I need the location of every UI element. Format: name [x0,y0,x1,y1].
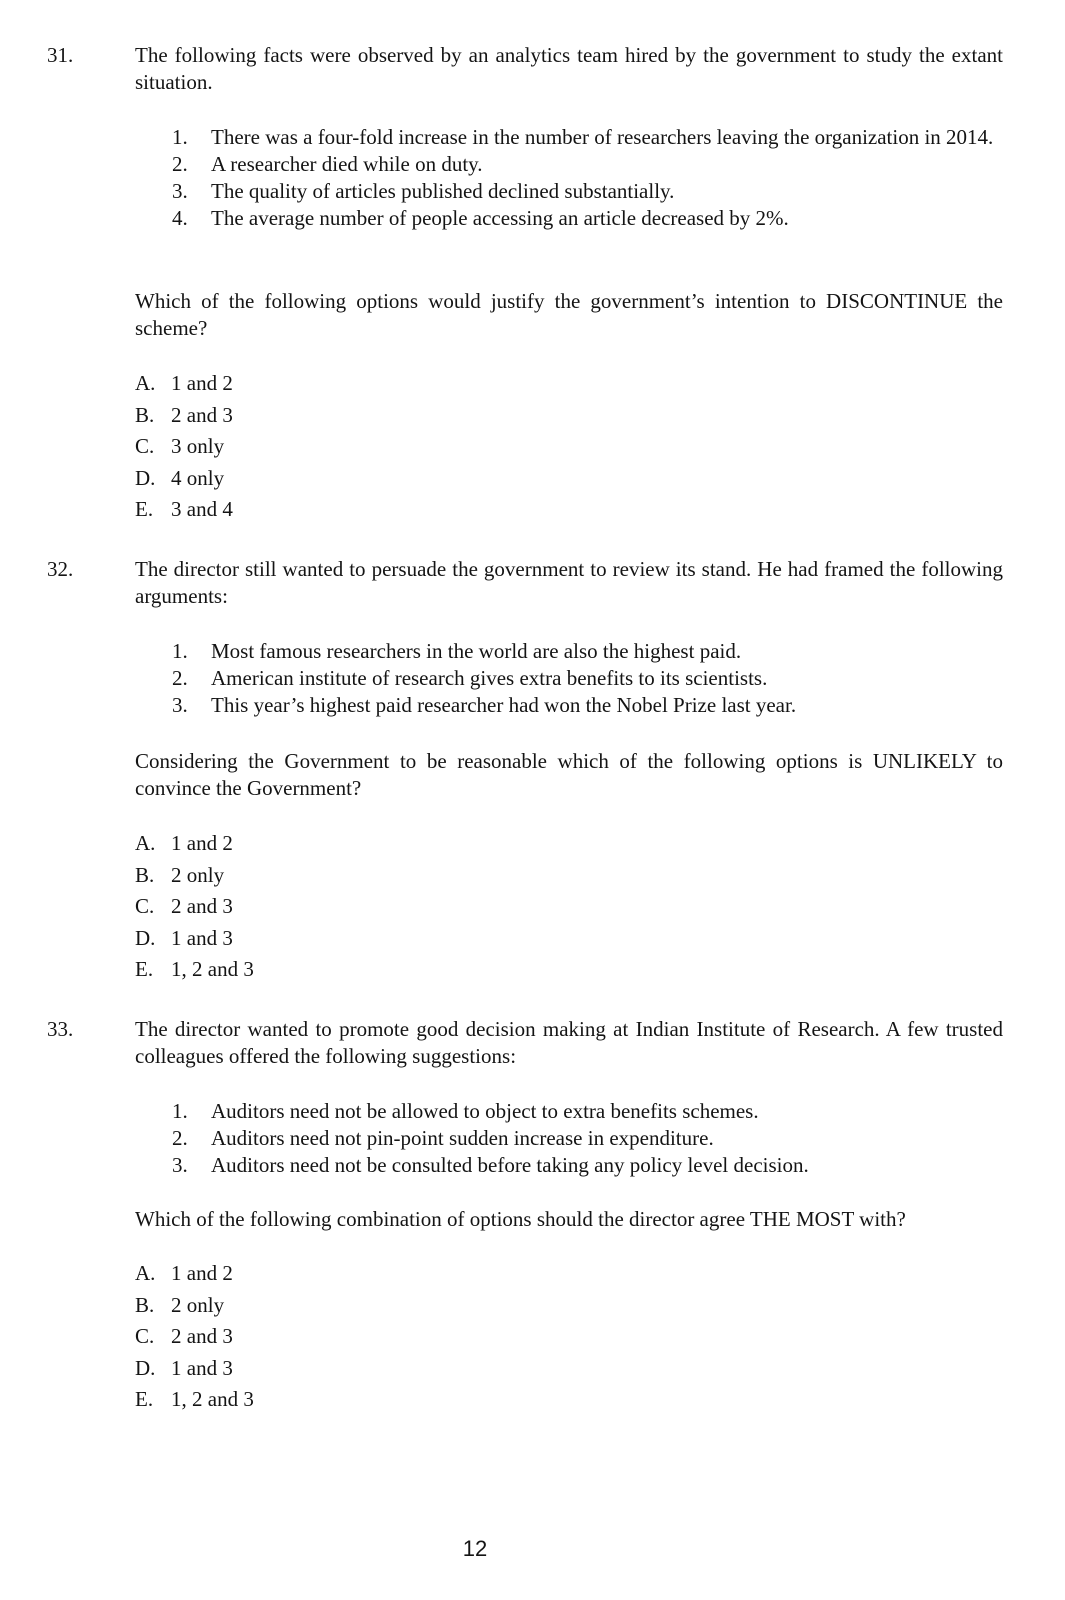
option-text: 1, 2 and 3 [171,1387,254,1411]
statement-text: A researcher died while on duty. [211,152,483,176]
statement-item [172,1152,1004,1179]
option-text: 3 only [171,434,225,458]
statement-text: Auditors need not pin-point sudden increase in expenditure. [211,1126,714,1150]
option-text: 3 and 4 [171,497,233,521]
statement-text: There was a four-fold increase in the number of researchers leaving the organization in 2014. [211,125,994,149]
question-stem: The following facts were observed by an analytics team hired by the government to study the extant situation. [135,43,1003,94]
option-b[interactable] [135,402,233,434]
statement-item [172,1098,1004,1125]
statement-text: The average number of people accessing an article decreased by 2%. [211,206,789,230]
option-text: 4 only [171,465,225,490]
option-label: A. [135,1261,156,1285]
option-label: E. [135,1387,154,1411]
statement-text: Auditors need not be consulted before taking any policy level decision. [211,1153,809,1177]
option-b[interactable] [135,862,254,894]
option-text: 2 only [171,862,225,887]
statement-text: American institute of research gives extra benefits to its scientists. [211,666,768,690]
option-d[interactable] [135,925,254,957]
statement-item [172,178,1004,205]
option-text: 1 and 3 [171,925,233,950]
statement-number: 3. [172,693,188,717]
question-number: 32. [47,557,74,581]
option-a[interactable] [135,830,254,862]
statement-item [172,692,1004,719]
option-label: B. [135,1292,155,1317]
statement-text: The quality of articles published declined substantially. [211,179,675,203]
statement-number: 3. [172,1153,188,1177]
statement-number: 3. [172,179,188,203]
question-prompt: Which of the following options would justify the government’s intention to DISCONTINUE the scheme? [135,289,1003,340]
question-prompt: Considering the Government to be reasonable which of the following options is UNLIKELY to convince the Government? [135,749,1003,800]
option-label: E. [135,497,154,521]
statement-list [172,638,1004,719]
option-list [135,370,233,528]
option-text: 1 and 2 [171,371,233,395]
statement-list [172,124,1004,232]
statement-text: This year’s highest paid researcher had won the Nobel Prize last year. [211,693,797,717]
statement-number: 4. [172,206,188,230]
option-label: D. [135,925,156,950]
option-text: 1 and 2 [171,831,233,855]
statement-item [172,124,1004,151]
statement-item [172,205,1004,232]
question-number: 31. [47,43,74,67]
option-c[interactable] [135,893,254,925]
statement-text: Auditors need not be allowed to object to extra benefits schemes. [211,1099,759,1123]
statement-number: 1. [172,1099,188,1123]
option-c[interactable] [135,433,233,465]
option-text: 2 and 3 [171,1324,233,1348]
option-text: 1, 2 and 3 [171,957,254,981]
statement-text: Most famous researchers in the world are also the highest paid. [211,639,742,663]
option-c[interactable] [135,1323,254,1355]
option-label: A. [135,371,156,395]
statement-number: 2. [172,666,188,690]
option-text: 2 and 3 [171,894,233,918]
option-a[interactable] [135,370,233,402]
option-text: 1 and 2 [171,1261,233,1285]
statement-item [172,638,1004,665]
option-b[interactable] [135,1292,254,1324]
statement-item [172,665,1004,692]
option-text: 2 only [171,1292,225,1317]
page-number: 12 [462,1536,488,1561]
question-number: 33. [47,1017,74,1041]
question-prompt: Which of the following combination of options should the director agree THE MOST with? [135,1207,906,1231]
option-label: C. [135,434,155,458]
option-label: D. [135,1355,156,1380]
statement-list [172,1098,1004,1179]
statement-item [172,1125,1004,1152]
option-d[interactable] [135,465,233,497]
option-label: D. [135,465,156,490]
option-label: A. [135,831,156,855]
option-list [135,1260,254,1418]
statement-number: 1. [172,125,188,149]
option-label: B. [135,862,155,887]
option-text: 2 and 3 [171,402,233,427]
option-label: C. [135,1324,155,1348]
option-e[interactable] [135,956,254,988]
statement-number: 2. [172,1126,188,1150]
option-list [135,830,254,988]
statement-number: 2. [172,152,188,176]
question-stem: The director wanted to promote good decision making at Indian Institute of Research. A few trusted colleagues offered the following suggestions: [135,1017,1003,1068]
option-label: B. [135,402,155,427]
statement-item [172,151,1004,178]
option-e[interactable] [135,1386,254,1418]
option-text: 1 and 3 [171,1355,233,1380]
statement-number: 1. [172,639,188,663]
question-stem: The director still wanted to persuade the government to review its stand. He had framed the following arguments: [135,557,1003,608]
option-d[interactable] [135,1355,254,1387]
option-e[interactable] [135,496,233,528]
option-a[interactable] [135,1260,254,1292]
option-label: C. [135,894,155,918]
option-label: E. [135,957,154,981]
